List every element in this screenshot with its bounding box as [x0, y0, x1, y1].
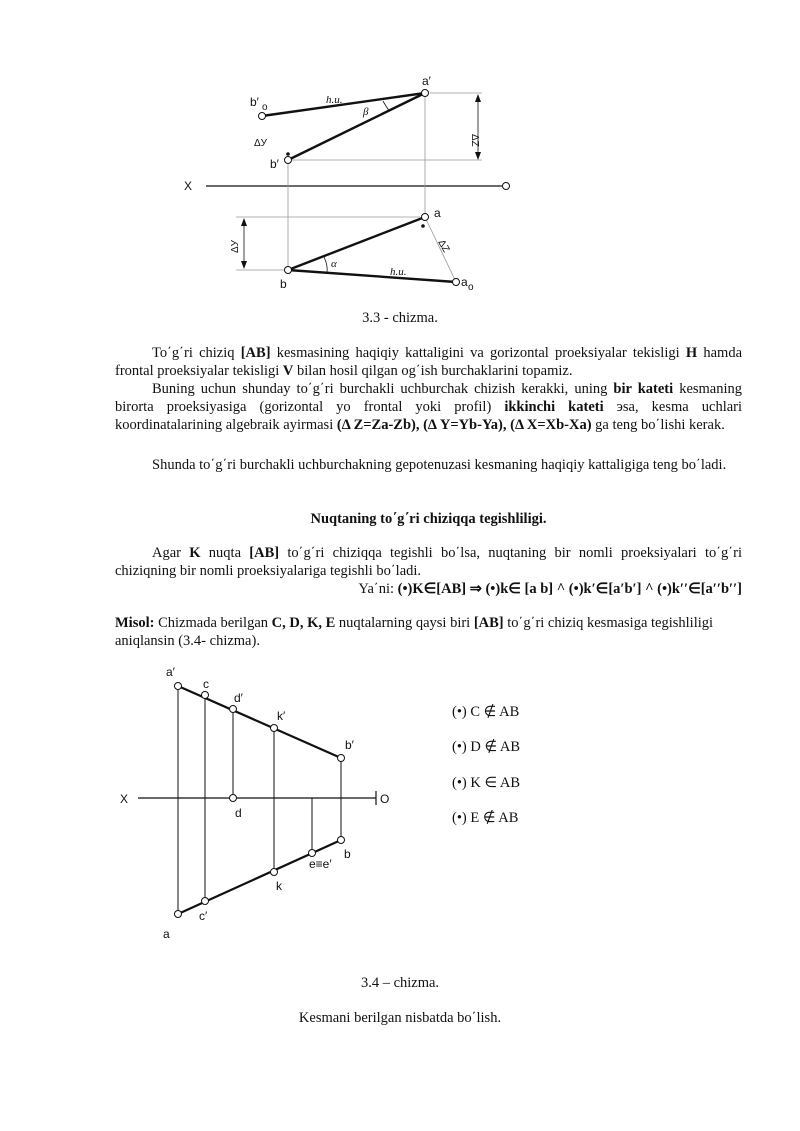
- p2-t4: ga teng bo΄lishi kerak.: [591, 417, 725, 433]
- p4-b2: [AB]: [249, 545, 280, 561]
- label-delta-y-top: ΔУ: [254, 138, 268, 149]
- paragraph-4: [115, 544, 742, 580]
- p1-b3: V: [282, 363, 294, 379]
- paragraph-1: [115, 344, 742, 380]
- lbl-b: b: [344, 847, 351, 861]
- membership-c: (•) C ∉ AB: [452, 704, 520, 720]
- segment-b-a0: [288, 270, 456, 282]
- p2-t1: Buning uchun shunday to΄g΄ri burchakli uchburchak chizish kerakki, uning: [152, 381, 614, 397]
- pt-k: [271, 869, 278, 876]
- p5-t1: Ya΄ni:: [358, 581, 398, 597]
- alpha-arc: [324, 257, 327, 273]
- segment-b-a: [288, 217, 425, 270]
- pt-d-prime: [230, 706, 237, 713]
- dot-b-prime: [286, 152, 290, 156]
- axis-o-label-2: O: [380, 792, 390, 806]
- label-a-prime: a′: [422, 74, 431, 88]
- pt-a-prime: [175, 683, 182, 690]
- lbl-a: a: [163, 927, 170, 941]
- paragraph-5: [115, 580, 742, 598]
- pt-d: [230, 795, 237, 802]
- p6-t1: Chizmada berilgan: [154, 615, 272, 631]
- pt-c-prime: [202, 898, 209, 905]
- axis-x-label: X: [184, 179, 193, 193]
- lbl-e: e≡e′: [309, 857, 332, 871]
- lbl-c: c: [203, 677, 209, 691]
- label-delta-z-right: ΔZ: [469, 134, 480, 147]
- paragraph-6: [115, 614, 715, 650]
- label-b0-sub: o: [262, 102, 268, 113]
- membership-k: (•) K ∈ AB: [452, 775, 521, 791]
- label-a: a: [434, 206, 441, 220]
- pt-e: [309, 850, 316, 857]
- p6-b3: [AB]: [473, 615, 504, 631]
- point-b: [285, 267, 292, 274]
- p1-t4: bilan hosil qilgan og΄ish burchaklarini topamiz.: [293, 363, 573, 379]
- axis-end-circle: [503, 183, 510, 190]
- dim-y-arrow-bottom: [241, 261, 247, 269]
- label-hu-top: h.u.: [326, 94, 343, 106]
- p6-t3: to΄g΄ri chiziq kesmasiga tegishliligi aniqlansin (3.4- chizma).: [115, 615, 714, 649]
- axis-x-label-2: X: [120, 792, 129, 806]
- p1-t2: kesmasining haqiqiy kattaligini va gorizontal proeksiyalar tekisligi: [270, 345, 686, 361]
- pt-a: [175, 911, 182, 918]
- p1-b2: H: [685, 345, 698, 361]
- point-b0-prime: [259, 113, 266, 120]
- pt-b: [338, 837, 345, 844]
- p2-t3: эsa, kesma uchlari koordinatalarining algebraik ayirmasi: [115, 399, 743, 433]
- label-alpha: α: [331, 258, 337, 270]
- dim-y-arrow-top: [241, 218, 247, 226]
- label-b-prime: b′: [270, 157, 279, 171]
- lbl-b-prime: b′: [345, 738, 354, 752]
- membership-d: (•) D ∉ AB: [452, 739, 521, 755]
- figure-3-3: [170, 70, 530, 300]
- lbl-k-prime: k′: [277, 709, 286, 723]
- p6-t2: nuqtalarning qaysi biri: [335, 615, 474, 631]
- dim-z-arrow-bottom: [475, 152, 481, 160]
- paragraph-3: Shunda to΄g΄ri burchakli uchburchakning gepotenuzasi kesmaning haqiqiy kattaligiga teng bo΄ladi.: [152, 457, 727, 473]
- p2-t2: kesmaning birorta proeksiyasiga (gorizontal yo frontal yoki profil): [115, 381, 743, 415]
- section-heading: Nuqtaning to΄g΄ri chiziqqa tegishliligi.: [310, 511, 547, 527]
- p4-t2: nuqta: [200, 545, 250, 561]
- lbl-d-prime: d′: [234, 691, 243, 705]
- point-b-prime: [285, 157, 292, 164]
- point-a0: [453, 279, 460, 286]
- p4-t3: to΄g΄ri chiziqqa tegishli bo΄lsa, nuqtaning bir nomli proeksiyalari to΄g΄ri chiziqning bir nomli proeksiyalariga tegishli bo΄ladi.: [115, 545, 742, 579]
- dim-z-arrow-top: [475, 94, 481, 102]
- label-a0: a: [461, 275, 468, 289]
- p1-t3: hamda frontal proeksiyalar tekisligi: [115, 345, 743, 379]
- dot-a: [421, 224, 425, 228]
- label-b0-prime: b′: [250, 95, 259, 109]
- p1-b1: [AB]: [240, 345, 271, 361]
- p2-b1: bir kateti: [613, 381, 674, 397]
- lbl-a-prime: a′: [166, 665, 175, 679]
- pt-b-prime: [338, 755, 345, 762]
- figure-3-4: [110, 660, 410, 945]
- label-delta-z-diag: ΔZ: [435, 238, 452, 255]
- label-b: b: [280, 277, 287, 291]
- lbl-k: k: [276, 879, 282, 893]
- footer-heading: Kesmani berilgan nisbatda bo΄lish.: [298, 1010, 502, 1026]
- p1-t1: To΄g΄ri chiziq: [152, 345, 241, 361]
- lbl-c-prime: c′: [199, 909, 208, 923]
- point-a: [422, 214, 429, 221]
- p5-b1: (•)K∈[AB] ⇒ (•)k∈ [a b] ^ (•)k′∈[a′b′] ^ (•)k′′∈[a′′b′′]: [397, 581, 742, 597]
- pt-c: [202, 692, 209, 699]
- paragraph-2: [115, 380, 742, 434]
- label-beta: β: [363, 106, 369, 118]
- p2-b2: ikkinchi kateti: [504, 399, 604, 415]
- p2-b3: (Δ Z=Za-Zb), (Δ Y=Yb-Ya), (Δ X=Xb-Xa): [336, 417, 592, 433]
- p4-t1: Agar: [152, 545, 190, 561]
- membership-e: (•) E ∉ AB: [452, 810, 519, 826]
- p6-b1: Misol:: [115, 615, 155, 631]
- lbl-d: d: [235, 806, 242, 820]
- figure-3-4-caption: 3.4 – chizma.: [360, 975, 440, 991]
- pt-k-prime: [271, 725, 278, 732]
- label-delta-y-left: ΔУ: [230, 239, 241, 253]
- label-a0-sub: o: [468, 282, 474, 293]
- point-a-prime: [422, 90, 429, 97]
- p6-b2: C, D, K, E: [271, 615, 336, 631]
- p4-b1: K: [189, 545, 201, 561]
- label-hu-bottom: h.u.: [390, 266, 407, 278]
- figure-3-3-caption: 3.3 - chizma.: [362, 310, 438, 326]
